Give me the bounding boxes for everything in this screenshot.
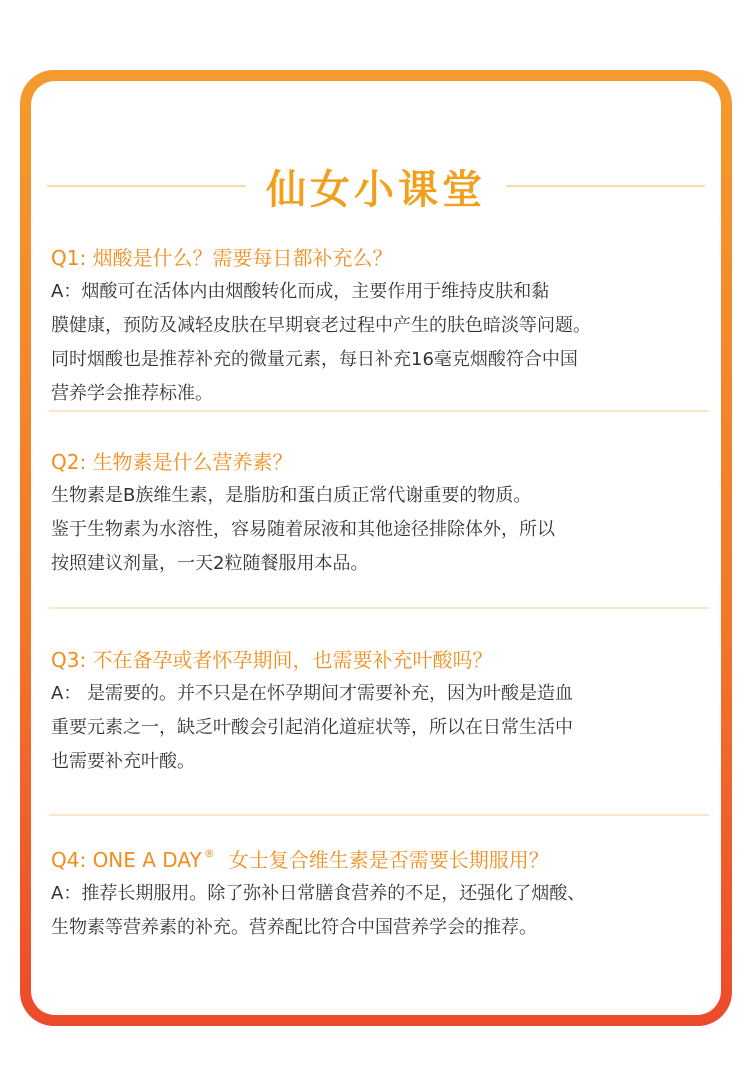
answer-line: 按照建议剂量，一天2粒随餐服用本品。 [51,553,369,574]
answer-line: A： 是需要的。并不只是在怀孕期间才需要补充，因为叶酸是造血 [51,683,574,704]
answer-line: 生物素等营养素的补充。营养配比符合中国营养学会的推荐。 [51,917,537,938]
qa-item-3 [51,643,701,779]
answer-line: 生物素是B族维生素，是脂肪和蛋白质正常代谢重要的物质。 [51,485,532,506]
question-1: Q1: 烟酸是什么？需要每日都补充么？ [51,246,393,270]
answer-4 [51,877,701,945]
answer-line: A：烟酸可在活体内由烟酸转化而成，主要作用于维持皮肤和黏 [51,281,550,302]
card-frame [20,70,732,1026]
card-content [31,81,721,1015]
section-divider [49,607,709,609]
question-4-suffix: 女士复合维生素是否需要长期服用？ [228,848,549,872]
answer-line: 同时烟酸也是推荐补充的微量元素，每日补充16毫克烟酸符合中国 [51,349,578,370]
registered-mark: ® [203,847,215,860]
question-3: Q3: 不在备孕或者怀孕期间，也需要补充叶酸吗？ [51,648,493,672]
answer-2 [51,479,701,581]
answer-line: 也需要补充叶酸。 [51,751,195,772]
title-row [47,151,705,221]
answer-1 [51,275,701,411]
qa-item-2 [51,445,701,581]
section-divider [49,814,709,816]
answer-line: 膜健康，预防及减轻皮肤在早期衰老过程中产生的肤色暗淡等问题。 [51,315,591,336]
section-divider [49,410,709,412]
page-title: 仙女小课堂 [266,166,486,213]
title-divider-right [506,185,705,187]
answer-line: 鉴于生物素为水溶性，容易随着尿液和其他途径排除体外，所以 [51,519,555,540]
question-4 [51,843,701,877]
answer-line: 营养学会推荐标准。 [51,383,213,404]
answer-3 [51,677,701,779]
question-2: Q2: 生物素是什么营养素？ [51,450,293,474]
answer-line: 重要元素之一，缺乏叶酸会引起消化道症状等，所以在日常生活中 [51,717,573,738]
qa-item-4 [51,843,701,945]
question-4-prefix: Q4: ONE A DAY [51,848,202,872]
title-divider-left [47,185,246,187]
qa-item-1 [51,241,701,411]
answer-line: A：推荐长期服用。除了弥补日常膳食营养的不足，还强化了烟酸、 [51,883,586,904]
